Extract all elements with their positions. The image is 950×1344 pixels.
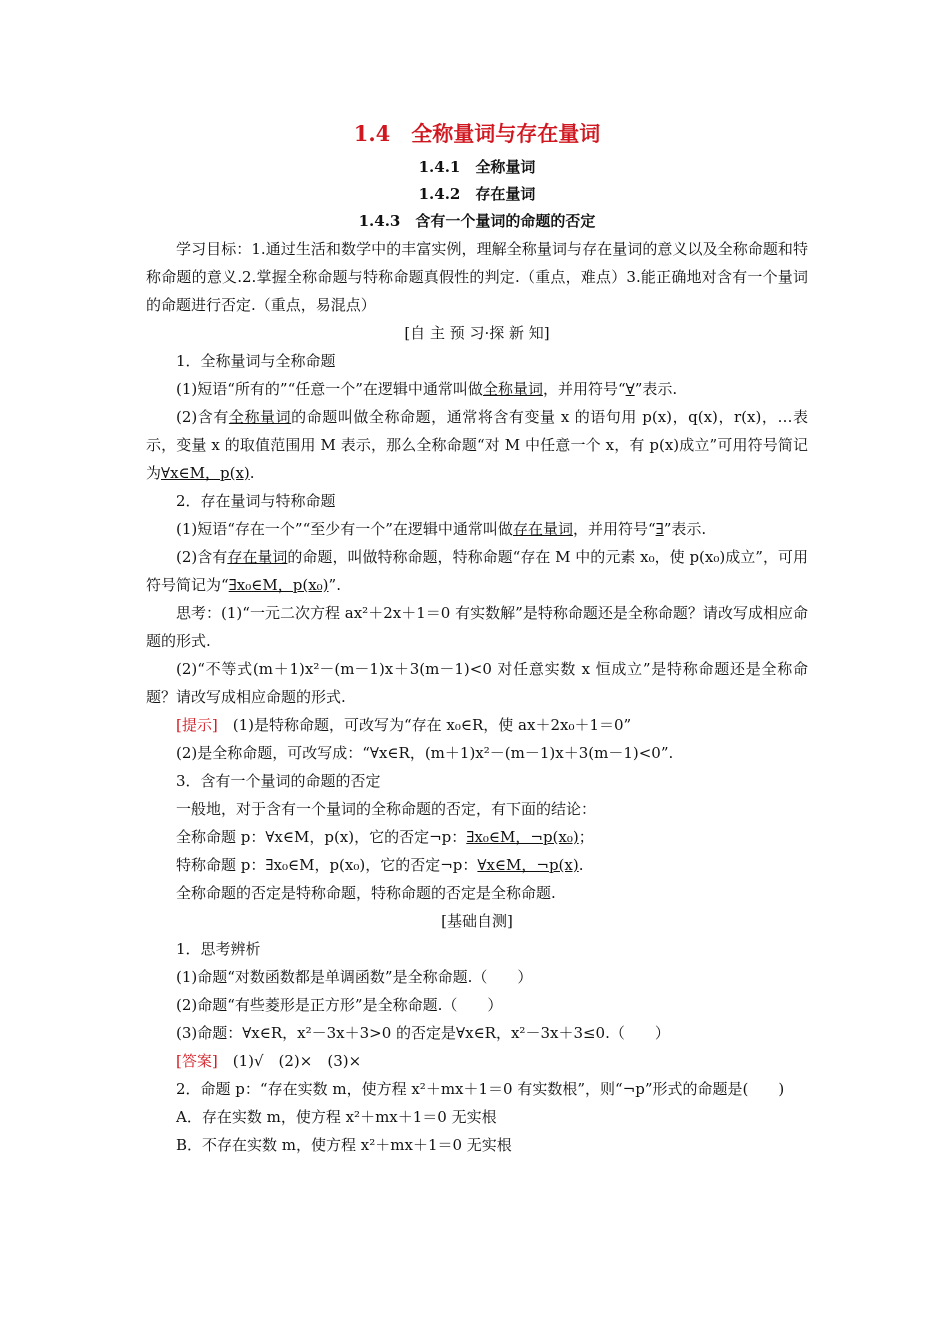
page-content <box>146 118 808 1159</box>
s3-conclusion: 全称命题的否定是特称命题，特称命题的否定是全称命题. <box>176 884 556 902</box>
s2-p1-text-a: (1)短语“存在一个”“至少有一个”在逻辑中通常叫做 <box>176 520 513 538</box>
s1-p1-symbol: ∀ <box>625 380 635 398</box>
subtitle-1-4-3: 1.4.3 含有一个量词的命题的否定 <box>358 212 596 230</box>
test-item-2: (2)命题“有些菱形是正方形”是全称命题.（ ） <box>176 996 503 1014</box>
answer-line <box>146 1047 808 1075</box>
test-question-2: 2．命题 p：“存在实数 m，使方程 x²＋mx＋1＝0 有实数根”，则“¬p”形式的命题是( ) <box>176 1080 785 1098</box>
answer-tag: [答案] <box>176 1052 218 1070</box>
option-b: B．不存在实数 m，使方程 x²＋mx＋1＝0 无实根 <box>176 1136 512 1154</box>
s1-p2-text-b: 的命题叫做全称命题，通常将含有变量 x 的语句用 p(x)，q(x)，r(x)，…表示，变量 x 的取值范围用 M 表示，那么全称命题“对 M 中任意一个 x，有 p(x)成立”可用符号简记为 <box>146 408 808 482</box>
section-heading-test: [基础自测] <box>441 912 513 930</box>
think-question-2: (2)“不等式(m＋1)x²－(m－1)x＋3(m－1)<0 对任意实数 x 恒成立”是特称命题还是全称命题？请改写成相应命题的形式. <box>146 660 808 706</box>
subtitle-1-4-1: 1.4.1 全称量词 <box>418 158 536 176</box>
s1-heading: 1．全称量词与全称命题 <box>176 352 336 370</box>
s3-l2-text-a: 特称命题 p：∃x₀∈M，p(x₀)，它的否定¬p： <box>176 856 478 874</box>
test-item-1: (1)命题“对数函数都是单调函数”是全称命题.（ ） <box>176 968 533 986</box>
s2-p2-text-a: (2)含有 <box>176 548 228 566</box>
s2-p2-text-c: ”. <box>328 576 341 594</box>
test-item-3: (3)命题：∀x∈R，x²－3x＋3>0 的否定是∀x∈R，x²－3x＋3≤0.（ ） <box>176 1024 670 1042</box>
hint-text-1: (1)是特称命题，可改写为“存在 x₀∈R，使 ax＋2x₀＋1＝0” <box>217 716 632 734</box>
s3-l2-text-b: . <box>578 856 584 874</box>
think-question-1: 思考：(1)“一元二次方程 ax²＋2x＋1＝0 有实数解”是特称命题还是全称命题？请改写成相应命题的形式. <box>146 604 808 650</box>
s2-p1-symbol: ∃ <box>655 520 664 538</box>
hint-line-2: (2)是全称命题，可改写成：“∀x∈R，(m＋1)x²－(m－1)x＋3(m－1)<0”. <box>176 744 674 762</box>
s1-p1-underline: 全称量词 <box>482 380 543 398</box>
s3-heading: 3．含有一个量词的命题的否定 <box>176 772 381 790</box>
s2-paragraph-1 <box>146 515 808 543</box>
answer-text: (1)√ (2)× (3)× <box>217 1052 362 1070</box>
s1-paragraph-1 <box>146 375 808 403</box>
s3-l1-text-a: 全称命题 p：∀x∈M，p(x)，它的否定¬p： <box>176 828 467 846</box>
s2-p1-text-c: ”表示. <box>663 520 707 538</box>
s3-l1-text-b: ； <box>578 828 594 846</box>
learning-objectives: 学习目标：1.通过生活和数学中的丰富实例，理解全称量词与存在量词的意义以及全称命题和特称命题的意义.2.掌握全称命题与特称命题真假性的判定.（重点，难点）3.能正确地对含有一个量词的命题进行否定.（重点，易混点） <box>146 240 808 314</box>
s1-p1-text-c: ”表示. <box>634 380 678 398</box>
s1-p1-text-b: ，并用符号“ <box>542 380 626 398</box>
test-heading: 1．思考辨析 <box>176 940 261 958</box>
page-title: 1.4 全称量词与存在量词 <box>353 121 601 146</box>
s2-heading: 2．存在量词与特称命题 <box>176 492 336 510</box>
s1-paragraph-2 <box>146 403 808 487</box>
s2-p2-underline: 存在量词 <box>227 548 288 566</box>
s1-p2-underline-2: ∀x∈M，p(x) <box>161 464 250 482</box>
s3-l2-underline: ∀x∈M，¬p(x) <box>477 856 579 874</box>
s1-p2-underline: 全称量词 <box>228 408 292 426</box>
subtitle-1-4-2: 1.4.2 存在量词 <box>418 185 536 203</box>
s3-intro: 一般地，对于含有一个量词的全称命题的否定，有下面的结论： <box>176 800 597 818</box>
s1-p2-text-a: (2)含有 <box>176 408 229 426</box>
s1-p1-text-a: (1)短语“所有的”“任意一个”在逻辑中通常叫做 <box>176 380 483 398</box>
option-a: A．存在实数 m，使方程 x²＋mx＋1＝0 无实根 <box>176 1108 497 1126</box>
s3-l1-underline: ∃x₀∈M，¬p(x₀) <box>466 828 579 846</box>
hint-line-1 <box>146 711 808 739</box>
section-heading-preview: [自 主 预 习·探 新 知] <box>404 324 550 342</box>
s2-p2-underline-2: ∃x₀∈M，p(x₀) <box>228 576 329 594</box>
s2-p2-text-b: 的命题，叫做特称命题，特称命题“存在 M 中的元素 x₀，使 p(x₀)成立”，可用符号简记为“ <box>146 548 808 594</box>
hint-tag: [提示] <box>176 716 218 734</box>
s1-p2-text-c: . <box>249 464 255 482</box>
s3-existential-negation <box>146 851 808 879</box>
s3-universal-negation <box>146 823 808 851</box>
s2-p1-text-b: ，并用符号“ <box>572 520 656 538</box>
s2-paragraph-2 <box>146 543 808 599</box>
s2-p1-underline: 存在量词 <box>512 520 573 538</box>
